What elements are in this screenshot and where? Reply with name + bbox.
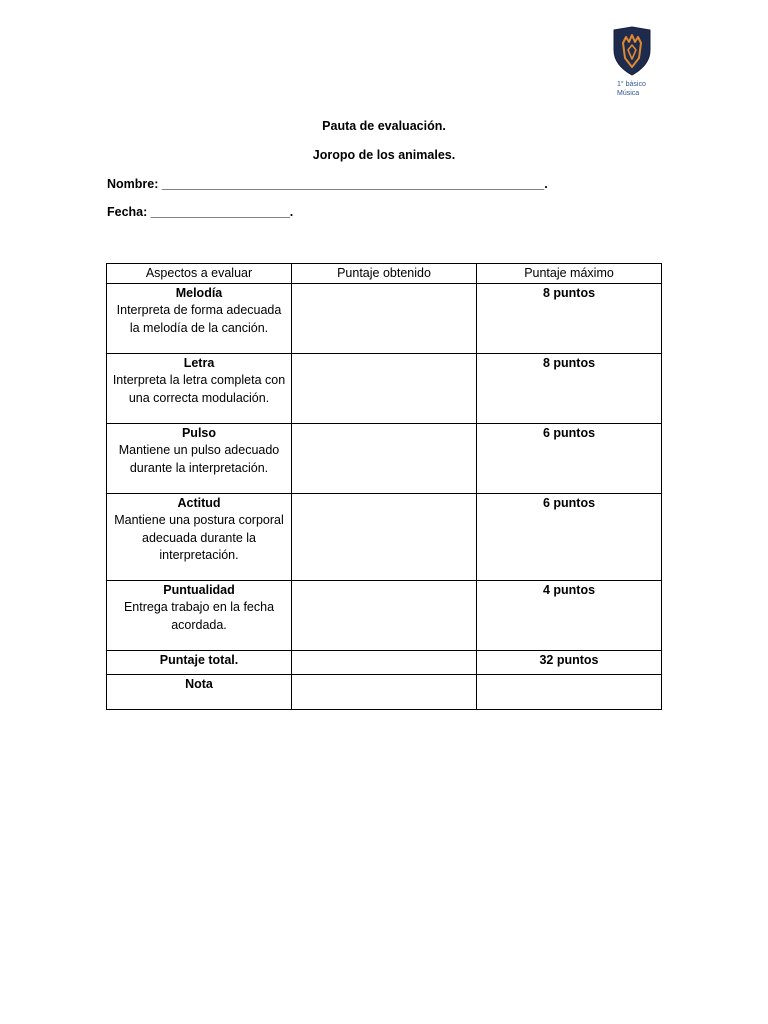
- table-row: [107, 353, 662, 423]
- document-title: Pauta de evaluación.: [322, 119, 446, 133]
- date-field: Fecha: ____________________.: [107, 205, 294, 219]
- grade-value-cell[interactable]: [292, 674, 477, 709]
- obtained-score-cell[interactable]: [292, 580, 477, 650]
- aspect-cell: [107, 423, 292, 493]
- caption-subject: Música: [617, 90, 640, 97]
- aspect-cell: [107, 493, 292, 580]
- max-score-cell: 8 puntos: [477, 283, 662, 353]
- aspect-description: Mantiene una postura corporal adecuada durante la interpretación.: [114, 513, 284, 562]
- table-header-row: [107, 264, 662, 284]
- obtained-score-cell[interactable]: [292, 283, 477, 353]
- max-score-cell: 8 puntos: [477, 353, 662, 423]
- aspect-description: Entrega trabajo en la fecha acordada.: [123, 600, 275, 632]
- grade-label: Nota: [185, 676, 213, 691]
- obtained-score-cell[interactable]: [292, 493, 477, 580]
- column-header-obtained: Puntaje obtenido: [292, 264, 477, 284]
- max-score-cell: 6 puntos: [477, 423, 662, 493]
- evaluation-rubric-table: [106, 263, 662, 710]
- max-score-cell: 6 puntos: [477, 493, 662, 580]
- aspect-cell: [107, 283, 292, 353]
- aspect-title: Pulso: [181, 425, 217, 440]
- total-row: [107, 650, 662, 674]
- table-row: [107, 283, 662, 353]
- obtained-score-cell[interactable]: [292, 353, 477, 423]
- column-header-aspects: Aspectos a evaluar: [107, 264, 292, 284]
- aspect-description: Interpreta de forma adecuada la melodía de la canción.: [116, 303, 282, 335]
- aspect-description: Interpreta la letra completa con una correcta modulación.: [112, 373, 286, 405]
- name-field: Nombre: _______________________________________________________.: [107, 177, 548, 191]
- aspect-description: Mantiene un pulso adecuado durante la interpretación.: [118, 443, 280, 475]
- grade-row: [107, 674, 662, 709]
- aspect-title: Puntualidad: [163, 582, 235, 597]
- table-row: [107, 423, 662, 493]
- aspect-cell: [107, 580, 292, 650]
- caption-grade: 1° básico: [617, 81, 646, 88]
- grade-extra-cell: [477, 674, 662, 709]
- total-label: Puntaje total.: [159, 652, 239, 667]
- logo-caption: [617, 80, 677, 98]
- total-max-cell: 32 puntos: [477, 650, 662, 674]
- aspect-title: Melodía: [175, 285, 223, 300]
- obtained-score-cell[interactable]: [292, 423, 477, 493]
- column-header-max: Puntaje máximo: [477, 264, 662, 284]
- max-score-cell: 4 puntos: [477, 580, 662, 650]
- aspect-title: Actitud: [177, 495, 221, 510]
- total-label-cell: [107, 650, 292, 674]
- table-row: [107, 493, 662, 580]
- school-crest-logo: [611, 26, 653, 76]
- aspect-cell: [107, 353, 292, 423]
- document-subtitle: Joropo de los animales.: [312, 148, 456, 162]
- grade-label-cell: [107, 674, 292, 709]
- total-obtained-cell[interactable]: [292, 650, 477, 674]
- table-row: [107, 580, 662, 650]
- aspect-title: Letra: [183, 355, 215, 370]
